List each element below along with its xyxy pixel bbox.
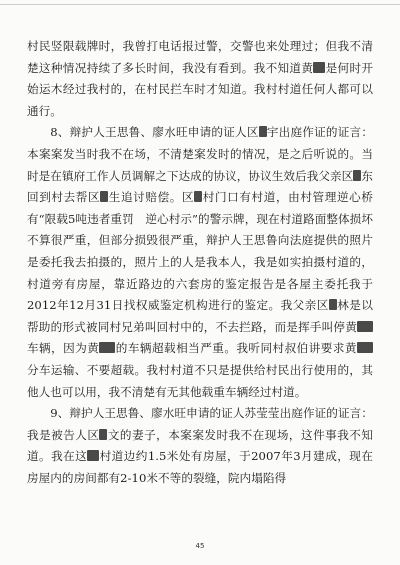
page-top-edge — [0, 4, 400, 5]
redaction-mark — [357, 321, 373, 332]
page-number: 45 — [195, 542, 205, 550]
redaction-mark — [329, 299, 337, 310]
paragraph-2-witness-8 — [27, 122, 373, 403]
text-run: 村门口有村道，由村管理逆心桥有“限载5吨违者重罚 逆心村示”的警示牌，现在村道路面整体损坏不算很严重，但部分损毁很严重，辩护人王思鲁向法庭提供的照片是委托我去拍摄的，照片上的人是我本人，我是如实拍摄村道的，村道旁有房屋，靠近路边的六套房的鉴定报告是各屋主委托我于2012年12月31日找权威鉴定机构进行的鉴定。我父亲区 — [27, 190, 373, 313]
text-run: 车辆，因为黄 — [27, 341, 100, 356]
text-run: 村道边约1.5米处有房屋，于2007年3月建成，现在房屋内的房间都有2-10米不等的裂缝，院内塌陷得 — [27, 449, 373, 485]
redaction-mark — [357, 342, 373, 353]
paragraph-3-witness-9 — [27, 403, 373, 489]
redaction-mark — [87, 450, 99, 461]
redaction-mark — [313, 62, 325, 73]
text-run: 村民竖限载牌时，我曾打电话报过警，交警也来处理过；但我不清楚这种情况持续了多长时间，我没有看到。我不知道黄 — [27, 39, 373, 75]
paragraph-1 — [27, 36, 373, 122]
text-run: 9、辩护人王思鲁、廖水旺申请的证人苏莹莹出庭作证的证言：我是被告人区 — [27, 406, 373, 442]
text-run: 是何时开始运木经过我村的，在村民拦车时才知道。我村村道任何人都可以通行。 — [27, 60, 374, 118]
text-run: 生追讨赔偿。区 — [108, 190, 195, 205]
redaction-mark — [259, 126, 267, 137]
document-body — [27, 36, 373, 489]
text-run: 的车辆超载相当严重。我听同村叔伯讲要求黄 — [115, 341, 357, 356]
text-run: 文的妻子，本案案发时我不在现场，这件事我不知道。我在这 — [27, 427, 373, 464]
text-run: 分车运输、不要超载。我村村道不只是提供给村民出行使用的，其他人也可以用，我不清楚有无其他载重车辆经过村道。 — [27, 362, 373, 399]
text-run: 8、辩护人王思鲁、廖水旺申请的证人区 — [50, 125, 259, 140]
redaction-mark — [99, 342, 115, 353]
redaction-mark — [194, 191, 202, 202]
text-run: 林是以帮助的形式被同村兄弟叫回村中的，不去拦路，而是挥手叫停黄 — [27, 298, 373, 334]
text-run: 东回到村去帮区 — [27, 168, 373, 205]
text-run: 宇出庭作证的证言：本案案发当时我不在场，不清楚案发时的情况，是之后听说的。当时是在镇府工作人员调解之下达成的协议，协议生效后我父亲区 — [27, 125, 373, 183]
